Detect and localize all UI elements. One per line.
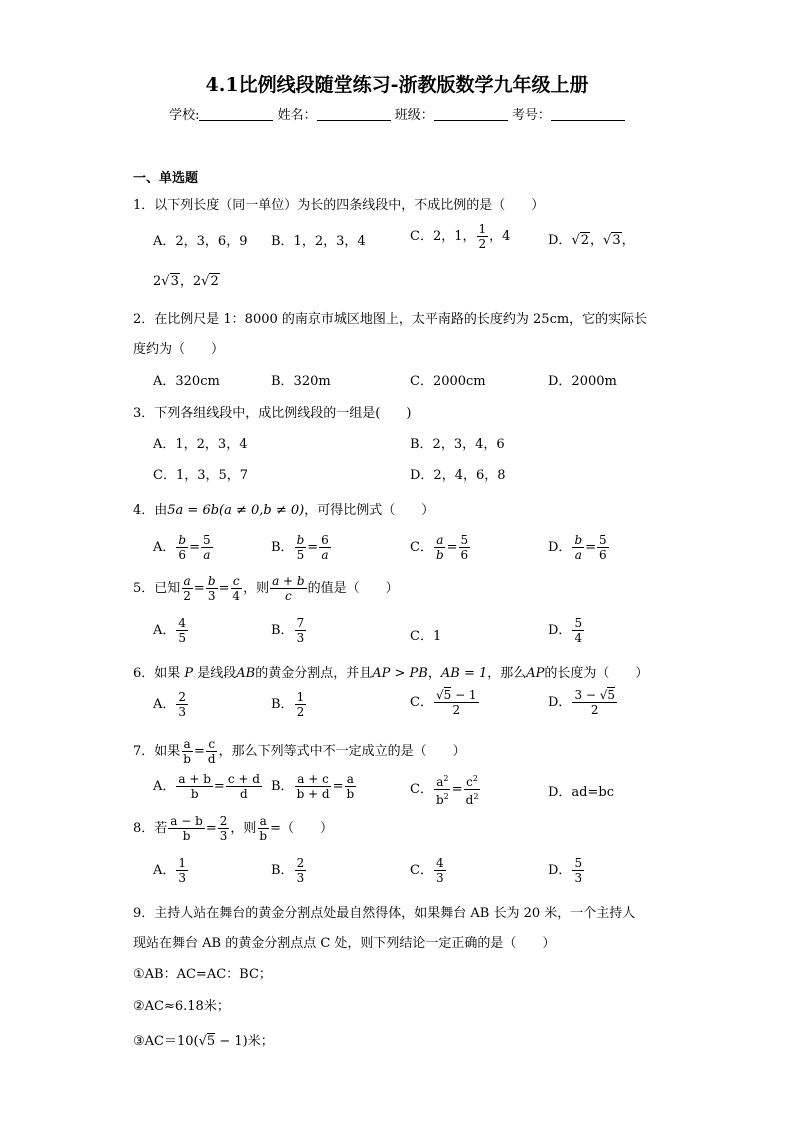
fraction	[572, 856, 584, 885]
denominator: 2	[296, 705, 305, 719]
option-label: C．	[410, 782, 433, 797]
q8-option-a	[153, 856, 189, 885]
stem-prefix: 5．已知	[133, 581, 181, 596]
numerator: 5	[202, 533, 211, 547]
option-label: B．	[271, 540, 294, 555]
equals: =	[585, 540, 597, 555]
denominator: 5	[178, 631, 187, 645]
fraction	[206, 737, 218, 766]
denominator: 6	[178, 548, 187, 562]
q3-option-c: C．1，3，5，7	[153, 468, 249, 483]
option-label: D．	[548, 695, 572, 710]
numerator: c	[208, 737, 216, 751]
stem-middle: ，则	[243, 581, 270, 596]
stem-part: ，那么	[487, 666, 527, 681]
q7-option-b	[271, 772, 357, 801]
denominator: 3	[296, 871, 305, 885]
exam-no-label: 考号：	[511, 108, 551, 123]
denominator: 2	[590, 703, 599, 717]
denominator: 6	[460, 548, 469, 562]
radicand: 2	[580, 233, 590, 248]
fraction	[295, 690, 307, 719]
q1-option-d-continued	[153, 270, 220, 289]
denominator: 3	[178, 705, 187, 719]
school-label: 学校:	[169, 108, 200, 123]
fraction	[572, 533, 584, 562]
fraction	[295, 533, 307, 562]
denominator: a	[574, 548, 582, 562]
q9-statement-3: ③AC＝10(√5 − 1)米；	[133, 1034, 274, 1049]
q8-option-b	[271, 856, 307, 885]
denominator: b	[346, 787, 355, 801]
denominator	[464, 790, 481, 807]
fraction	[230, 574, 242, 603]
denominator: 3	[296, 631, 305, 645]
statement-suffix: − 1)米；	[215, 1034, 274, 1049]
q7-option-d: D．ad=bc	[548, 785, 614, 800]
denominator: 2	[452, 703, 461, 717]
numerator: a + b	[272, 574, 305, 588]
equals: =	[205, 821, 217, 836]
equals: =	[446, 540, 458, 555]
q5-option-c: C．1	[410, 629, 442, 644]
q2-option-a: A．320cm	[153, 374, 220, 389]
numerator: a	[183, 737, 191, 751]
name-field[interactable]	[317, 108, 391, 121]
numerator: 5	[460, 533, 469, 547]
sqrt-2: √2	[201, 274, 219, 289]
stem-suffix: 的值是（ ）	[307, 581, 399, 596]
school-field[interactable]	[199, 108, 273, 121]
question-2-line-1: 2．在比例尺是 1：8000 的南京市城区地图上，太平南路的长度约为 25cm，它的实际长	[133, 312, 648, 327]
numerator: a − b	[170, 814, 203, 828]
fraction	[434, 772, 451, 807]
q4-option-a	[153, 533, 214, 562]
numerator: c + d	[227, 772, 260, 786]
denominator: 5	[296, 548, 305, 562]
condition: AP > PB	[372, 666, 428, 681]
numerator: 5	[599, 533, 607, 547]
fraction	[257, 814, 269, 843]
numerator: a + c	[297, 772, 329, 786]
sqrt-3: √3	[161, 274, 179, 289]
fraction	[459, 533, 471, 562]
denominator: 3	[207, 589, 216, 603]
q1-option-c	[410, 222, 510, 251]
option-label: A．	[153, 540, 176, 555]
numerator: 6	[321, 533, 329, 547]
stem-suffix: ，那么下列等式中不一定成立的是（ ）	[218, 744, 466, 759]
equals: =	[213, 779, 225, 794]
fraction	[434, 856, 446, 885]
numerator: a	[259, 814, 267, 828]
fraction	[176, 772, 213, 801]
fraction	[434, 533, 446, 562]
q6-option-a	[153, 690, 189, 719]
option-label: B．	[271, 697, 294, 712]
q3-option-b: B．2，3，4，6	[410, 437, 505, 452]
numerator: 2	[296, 856, 305, 870]
class-label: 班级：	[394, 108, 434, 123]
radicand: 3	[612, 233, 621, 248]
separator: ，	[179, 274, 193, 289]
fraction	[176, 533, 188, 562]
stem-part: 6．如果	[133, 666, 185, 681]
question-2-line-2: 度约为（ ）	[133, 342, 225, 357]
fraction	[434, 688, 479, 717]
equals: =	[332, 779, 344, 794]
numerator: √5 − 1	[435, 688, 477, 702]
q6-option-c	[410, 688, 480, 717]
coef: 2	[192, 274, 202, 289]
fraction	[572, 688, 617, 717]
question-1-stem: 1．以下列长度（同一单位）为长的四条线段中，不成比例的是（ ）	[133, 198, 545, 213]
q1-option-d	[548, 229, 635, 248]
q1-d-prefix: D．	[548, 233, 572, 248]
option-label: A．	[153, 779, 176, 794]
q4-option-b	[271, 533, 332, 562]
q9-statement-2: ②AC≈6.18米；	[133, 999, 230, 1014]
stem-part: 的长度为（ ）	[544, 666, 649, 681]
option-label: B．	[271, 779, 294, 794]
base: b	[435, 793, 444, 807]
fraction	[206, 574, 218, 603]
numerator: 4	[178, 616, 187, 630]
option-label: B．	[271, 863, 294, 878]
q1-c-fraction	[477, 222, 489, 251]
denominator: b	[435, 548, 444, 562]
sqrt-2: √2	[571, 233, 590, 248]
fraction	[295, 856, 307, 885]
question-4-stem	[133, 499, 434, 518]
base: c	[466, 775, 473, 789]
stem-part: 是线段	[193, 666, 237, 681]
question-6-stem	[133, 662, 648, 681]
q5-option-b	[271, 616, 307, 645]
name-label: 姓名：	[277, 108, 317, 123]
q2-option-b: B．320m	[271, 374, 331, 389]
option-label: D．	[548, 623, 572, 638]
q2-option-c: C．2000cm	[410, 374, 486, 389]
base: d	[465, 793, 474, 807]
fraction	[270, 574, 307, 603]
denominator: b	[183, 752, 191, 766]
q3-option-a: A．1，2，3，4	[153, 437, 248, 452]
q3-option-d: D．2，4，6，8	[410, 468, 506, 483]
stem-suffix: ，可得比例式（ ）	[304, 503, 435, 518]
minus-one: − 1	[451, 688, 477, 702]
student-info-line	[0, 104, 794, 123]
question-8-stem	[133, 814, 333, 843]
fraction	[572, 616, 584, 645]
denominator: 3	[435, 871, 444, 885]
numerator: b	[178, 533, 187, 547]
denominator: d	[207, 752, 216, 766]
sqrt-3: √3	[603, 233, 621, 248]
equals: =	[451, 782, 463, 797]
option-label: A．	[153, 697, 176, 712]
question-9-line-1: 9．主持人站在舞台的黄金分割点处最自然得体，如果舞台 AB 长为 20 米，一个主持人	[133, 906, 636, 921]
three-minus: 3 −	[574, 688, 600, 702]
statement-prefix: ③AC＝10(	[133, 1034, 199, 1049]
separator: ，	[590, 233, 604, 248]
fraction	[176, 690, 188, 719]
q1-c-prefix: C．2，1，	[410, 229, 476, 244]
exponent: 2	[473, 792, 479, 801]
denominator: 4	[574, 631, 583, 645]
q5-option-d	[548, 616, 585, 645]
numerator: b	[574, 533, 583, 547]
condition: AB = 1	[440, 666, 488, 681]
q6-option-d	[548, 688, 618, 717]
section-heading: 一、单选题	[133, 171, 199, 186]
stem-prefix: 7．如果	[133, 744, 181, 759]
option-label: C．	[410, 863, 433, 878]
segment-ap: AP	[526, 666, 545, 681]
option-label: C．	[410, 695, 433, 710]
fraction	[181, 574, 193, 603]
numerator: c	[232, 574, 240, 588]
radicand: 5	[443, 688, 452, 702]
question-7-stem: 7．如果 $\frac{a}{b}$ = $\frac{c}{d}$ ，那么下列等式中不一定成立的是（ ）	[133, 737, 466, 766]
fraction	[226, 772, 262, 801]
q8-option-d	[548, 856, 585, 885]
radicand: 2	[210, 274, 219, 289]
denominator: b	[182, 829, 191, 843]
numerator: a	[183, 574, 191, 588]
separator: ，	[621, 233, 635, 248]
denominator: c	[284, 589, 292, 603]
denominator: 3	[178, 871, 187, 885]
denominator: d	[240, 787, 248, 801]
q4-option-d	[548, 533, 610, 562]
radicand: 5	[607, 688, 616, 702]
option-label: C．	[410, 540, 433, 555]
numerator: 2	[219, 814, 228, 828]
q4-condition: 5a = 6b(a ≠ 0,b ≠ 0)	[167, 503, 305, 518]
exponent: 2	[443, 792, 449, 801]
numerator: 5	[574, 616, 583, 630]
segment-ab: AB	[236, 666, 256, 681]
denominator: 3	[219, 829, 228, 843]
fraction	[176, 616, 188, 645]
denominator: 3	[574, 871, 583, 885]
numerator: 4	[435, 856, 444, 870]
coef: 2	[153, 274, 162, 289]
denominator: 6	[599, 548, 607, 562]
class-field[interactable]	[434, 108, 508, 121]
equals: =	[189, 540, 200, 555]
radicand: 5	[206, 1034, 216, 1049]
denominator: 4	[232, 589, 241, 603]
denominator: a	[321, 548, 329, 562]
q4-option-c	[410, 533, 471, 562]
denominator: a	[203, 548, 211, 562]
fraction	[345, 772, 357, 801]
q2-option-d: D．2000m	[548, 374, 617, 389]
radicand: 3	[170, 274, 179, 289]
fraction	[168, 814, 205, 843]
denominator	[434, 790, 451, 807]
denominator: b	[259, 829, 268, 843]
q1-option-b: B．1，2，3，4	[271, 234, 366, 249]
numerator: a	[346, 772, 354, 786]
question-5-stem: 5．已知 $\frac{a}{2}$ = $\frac{b}{3}$ = $\frac{c}{4}$ ，则 $\frac{a + b}{c}$ 的值是（ ）	[133, 574, 399, 603]
stem-part: 的黄金分割点，并且	[255, 666, 373, 681]
stem-prefix: 4．由	[133, 503, 168, 518]
fraction	[319, 533, 331, 562]
q6-option-b	[271, 690, 307, 719]
option-label: D．	[548, 540, 572, 555]
q7-option-c	[410, 772, 481, 807]
fraction	[295, 616, 307, 645]
denominator: 2	[478, 237, 487, 251]
numerator: a	[436, 533, 444, 547]
base: a	[436, 775, 444, 789]
exponent: 2	[472, 774, 478, 783]
exponent: 2	[443, 774, 449, 783]
numerator: a + b	[178, 772, 211, 786]
stem-suffix: =（ ）	[270, 821, 333, 836]
denominator: b + d	[296, 787, 330, 801]
numerator	[434, 772, 450, 790]
numerator: 1	[478, 222, 487, 236]
q8-option-c	[410, 856, 447, 885]
equals: =	[307, 540, 319, 555]
option-label: D．	[548, 863, 572, 878]
numerator: 1	[296, 690, 305, 704]
numerator: 3 − √5	[574, 688, 616, 702]
fraction	[176, 856, 188, 885]
fraction	[181, 737, 193, 766]
q9-statement-1: ①AB：AC=AC：BC；	[133, 967, 272, 982]
q1-option-a: A．2，3，6，9	[153, 234, 248, 249]
numerator: 1	[178, 856, 187, 870]
q5-option-a	[153, 616, 189, 645]
option-label: B．	[271, 623, 294, 638]
numerator: 7	[296, 616, 305, 630]
exam-no-field[interactable]	[551, 108, 625, 121]
stem-prefix: 8．若	[133, 821, 168, 836]
numerator	[464, 772, 480, 790]
numerator: 5	[574, 856, 583, 870]
fraction	[295, 772, 332, 801]
numerator: 2	[178, 690, 187, 704]
page-title: 4.1比例线段随堂练习-浙教版数学九年级上册	[205, 74, 589, 96]
fraction	[597, 533, 609, 562]
question-3-stem: 3．下列各组线段中，成比例线段的一组是( )	[133, 406, 412, 421]
fraction	[218, 814, 230, 843]
numerator: b	[207, 574, 216, 588]
stem-middle: ，则	[230, 821, 257, 836]
fraction	[464, 772, 481, 807]
option-label: A．	[153, 863, 176, 878]
q7-option-a	[153, 772, 263, 801]
numerator: b	[296, 533, 305, 547]
option-label: A．	[153, 623, 176, 638]
denominator: 2	[183, 589, 191, 603]
question-9-line-2: 现站在舞台 AB 的黄金分割点点 C 处，则下列结论一定正确的是（ ）	[133, 936, 556, 951]
fraction	[201, 533, 213, 562]
stem-part: ，	[427, 666, 441, 681]
denominator: b	[190, 787, 199, 801]
q1-c-suffix: ，4	[489, 229, 511, 244]
point-p: P	[184, 666, 194, 681]
